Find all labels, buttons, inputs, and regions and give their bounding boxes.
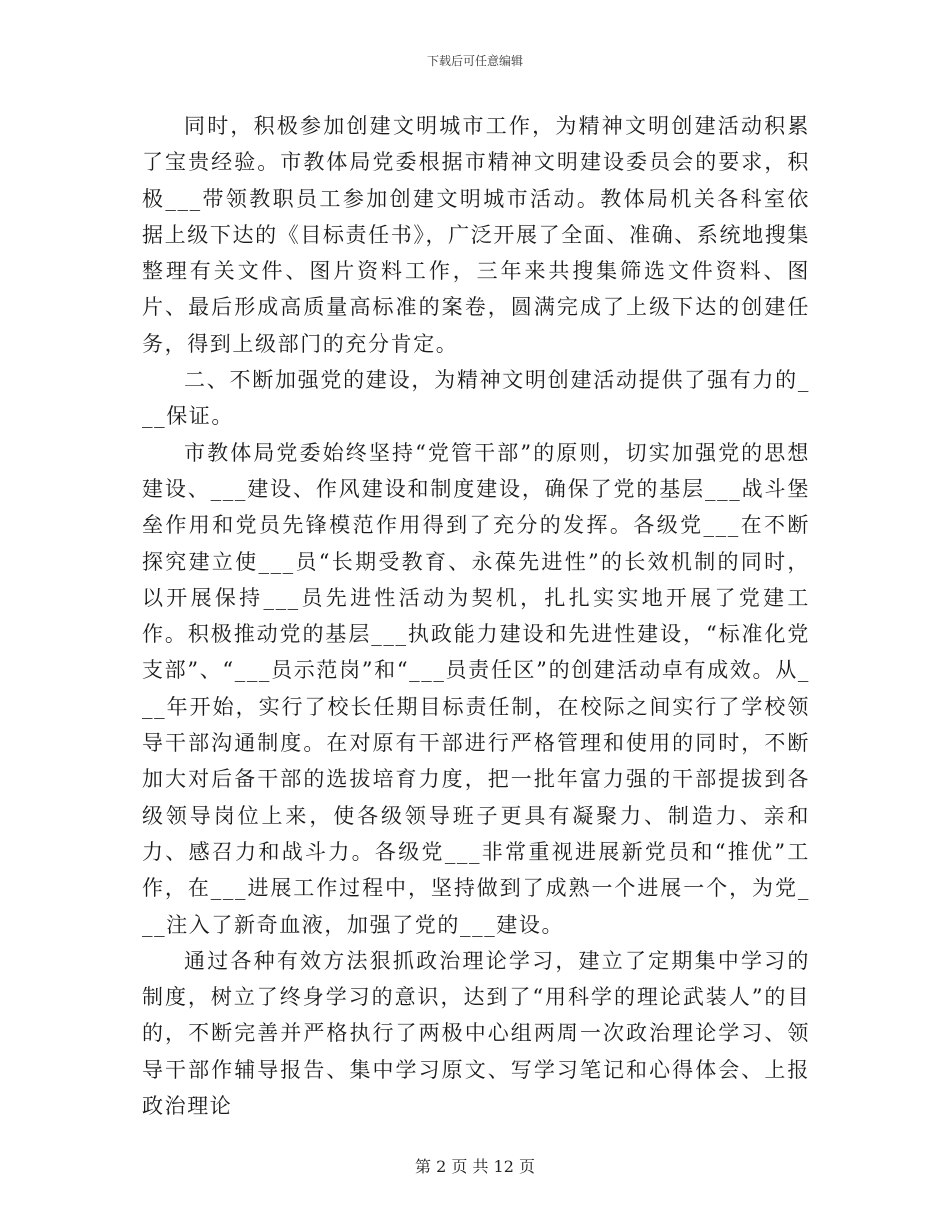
paragraph-section-heading: 二、不断加强党的建设，为精神文明创建活动提供了强有力的___保证。 <box>142 368 810 429</box>
document-body <box>142 108 810 1124</box>
paragraph-theory-study: 通过各种有效方法狠抓政治理论学习，建立了定期集中学习的制度，树立了终身学习的意识，达到了“用科学的理论武装人”的目的，不断完善并严格执行了两极中心组两周一次政治理论学习、领导干部作辅导报告、集中学习原文、写学习笔记和心得体会、上报政治理论 <box>142 948 810 1119</box>
paragraph-civilized-city: 同时，积极参加创建文明城市工作，为精神文明创建活动积累了宝贵经验。市教体局党委根据市精神文明建设委员会的要求，积极___带领教职员工参加创建文明城市活动。教体局机关各科室依据上级下达的《目标责任书》，广泛开展了全面、准确、系统地搜集整理有关文件、图片资料工作，三年来共搜集筛选文件资料、图片、最后形成高质量高标准的案卷，圆满完成了上级下达的创建任务，得到上级部门的充分肯定。 <box>142 114 810 356</box>
paragraph-party-building: 市教体局党委始终坚持“党管干部”的原则，切实加强党的思想建设、___建设、作风建设和制度建设，确保了党的基层___战斗堡垒作用和党员先锋模范作用得到了充分的发挥。各级党___在不断探究建立使___员“长期受教育、永葆先进性”的长效机制的同时，以开展保持___员先进性活动为契机，扎扎实实地开展了党建工作。积极推动党的基层___执政能力建设和先进性建设，“标准化党支部”、“___员示范岗”和“___员责任区”的创建活动卓有成效。从___年开始，实行了校长任期目标责任制，在校际之间实行了学校领导干部沟通制度。在对原有干部进行严格管理和使用的同时，不断加大对后备干部的选拔培育力度，把一批年富力强的干部提拔到各级领导岗位上来，使各级领导班子更具有凝聚力、制造力、亲和力、感召力和战斗力。各级党___非常重视进展新党员和“推优”工作，在___进展工作过程中，坚持做到了成熟一个进展一个，为党___注入了新奇血液，加强了党的___建设。 <box>142 440 810 937</box>
page-header: 下载后可任意编辑 <box>426 54 523 68</box>
page-footer: 第 2 页 共 12 页 <box>415 1157 535 1176</box>
